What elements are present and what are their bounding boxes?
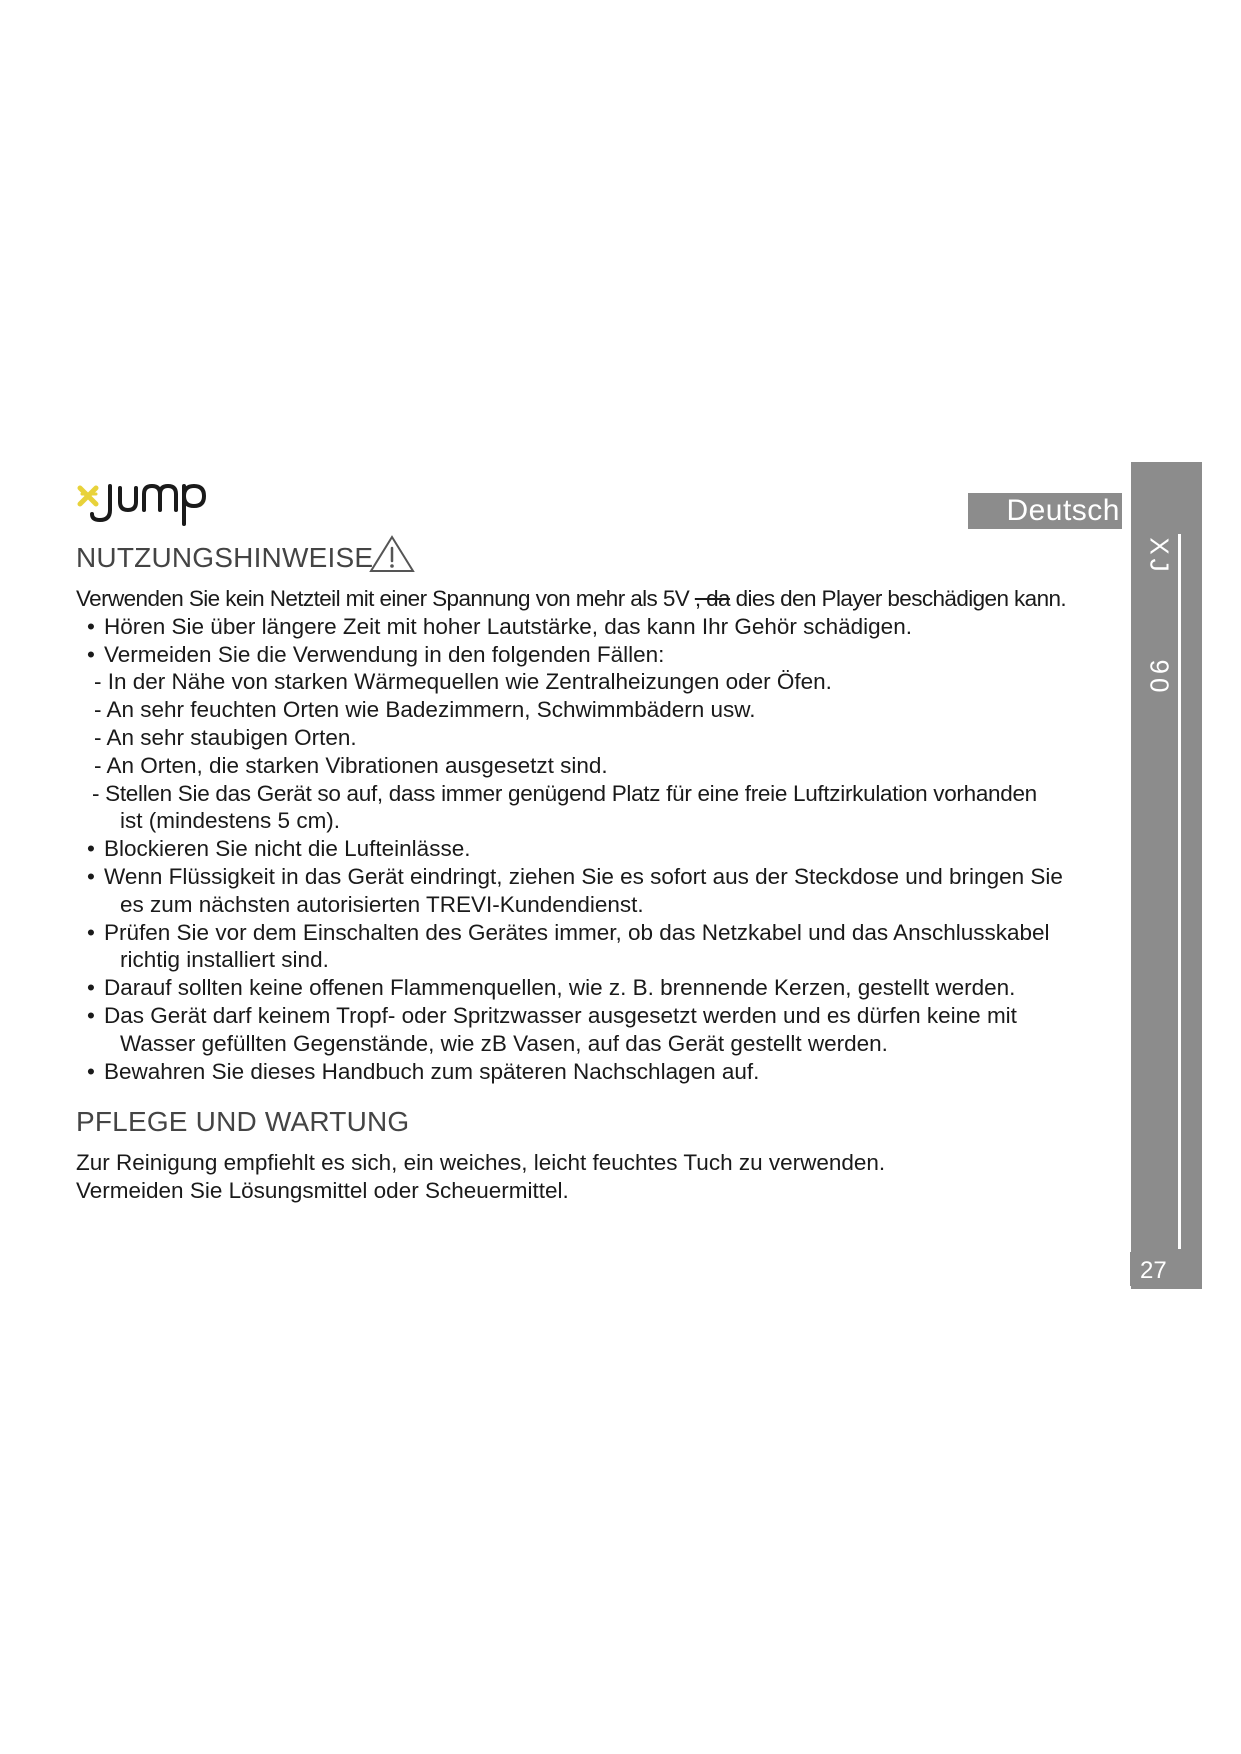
list-item (76, 863, 1116, 891)
list-item-continued: Wasser gefüllten Gegenstände, wie zB Vasen, auf das Gerät gestellt werden. (120, 1030, 888, 1056)
section-title-care: PFLEGE UND WARTUNG (76, 1106, 410, 1137)
list-item-text: Vermeiden Sie die Verwendung in den folgenden Fällen: (104, 641, 665, 667)
list-item (76, 641, 1116, 669)
xjump-logo (76, 474, 211, 530)
bullet: • (87, 836, 95, 862)
sub-list-item: - In der Nähe von starken Wärmequellen wie Zentralheizungen oder Öfen. (94, 669, 832, 695)
list-item-text: Wenn Flüssigkeit in das Gerät eindringt, ziehen Sie es sofort aus der Steckdose und bringen Sie (104, 863, 1063, 889)
page-number: 27 (1140, 1257, 1167, 1284)
bullet: • (87, 975, 95, 1001)
sub-list-item: - An sehr staubigen Orten. (94, 724, 357, 750)
list-item-text: Prüfen Sie vor dem Einschalten des Gerätes immer, ob das Netzkabel und das Anschlusskabel (104, 919, 1050, 945)
usage-section-body (76, 585, 1116, 1085)
intro-before: Verwenden Sie kein Netzteil mit einer Spannung von mehr als 5V (76, 586, 695, 611)
bullet: • (87, 1058, 95, 1084)
logo-jump-lettering (92, 486, 204, 524)
list-item-text: Das Gerät darf keinem Tropf- oder Spritzwasser ausgesetzt werden und es dürfen keine mit (104, 1002, 1017, 1028)
list-item-continued: es zum nächsten autorisierten TREVI-Kundendienst. (120, 891, 644, 917)
list-item-text: Blockieren Sie nicht die Lufteinlässe. (104, 836, 471, 862)
list-item (76, 613, 1116, 641)
intro-struck-text: , da (694, 586, 730, 611)
intro-line (76, 585, 1116, 613)
bullet: • (87, 641, 95, 667)
list-item-text: Hören Sie über längere Zeit mit hoher Lautstärke, das kann Ihr Gehör schädigen. (104, 613, 912, 639)
list-item (76, 1058, 1116, 1086)
bullet: • (87, 919, 95, 945)
care-line: Zur Reinigung empfiehlt es sich, ein weiches, leicht feuchtes Tuch zu verwenden. (76, 1150, 886, 1175)
bullet: • (87, 1002, 95, 1028)
sub-list-item: - An Orten, die starken Vibrationen ausgesetzt sind. (94, 752, 608, 778)
list-item-continued: richtig installiert sind. (120, 947, 329, 973)
list-item (76, 1002, 1116, 1030)
list-item (76, 919, 1116, 947)
sidebar-model-number: 90 (1144, 659, 1175, 697)
list-item (76, 835, 1116, 863)
bullet: • (87, 863, 95, 889)
list-item-text: Bewahren Sie dieses Handbuch zum späteren Nachschlagen auf. (104, 1058, 760, 1084)
list-item-text: Darauf sollten keine offenen Flammenquellen, wie z. B. brennende Kerzen, gestellt werden. (104, 975, 1016, 1001)
warning-icon (368, 534, 416, 574)
logo-x-mark (80, 488, 96, 504)
sub-list-item-continued: ist (mindestens 5 cm). (120, 808, 341, 834)
sub-list-item: - Stellen Sie das Gerät so auf, dass immer genügend Platz für eine freie Luftzirkulation vorhanden (92, 780, 1037, 806)
list-item (76, 974, 1116, 1002)
sidebar-product-name: XJ (1144, 537, 1175, 576)
sidebar-divider (1178, 534, 1181, 1249)
intro-after: dies den Player beschädigen kann. (729, 586, 1067, 611)
section-title-usage: NUTZUNGSHINWEISE (76, 542, 374, 573)
care-section-body (76, 1149, 1116, 1205)
sidebar (1131, 462, 1202, 1289)
bullet: • (87, 613, 95, 639)
language-tab: Deutsch (968, 493, 1122, 529)
page-number-marker (1130, 1252, 1133, 1286)
care-line: Vermeiden Sie Lösungsmittel oder Scheuermittel. (76, 1177, 569, 1203)
sub-list-item: - An sehr feuchten Orten wie Badezimmern, Schwimmbädern usw. (94, 697, 756, 723)
